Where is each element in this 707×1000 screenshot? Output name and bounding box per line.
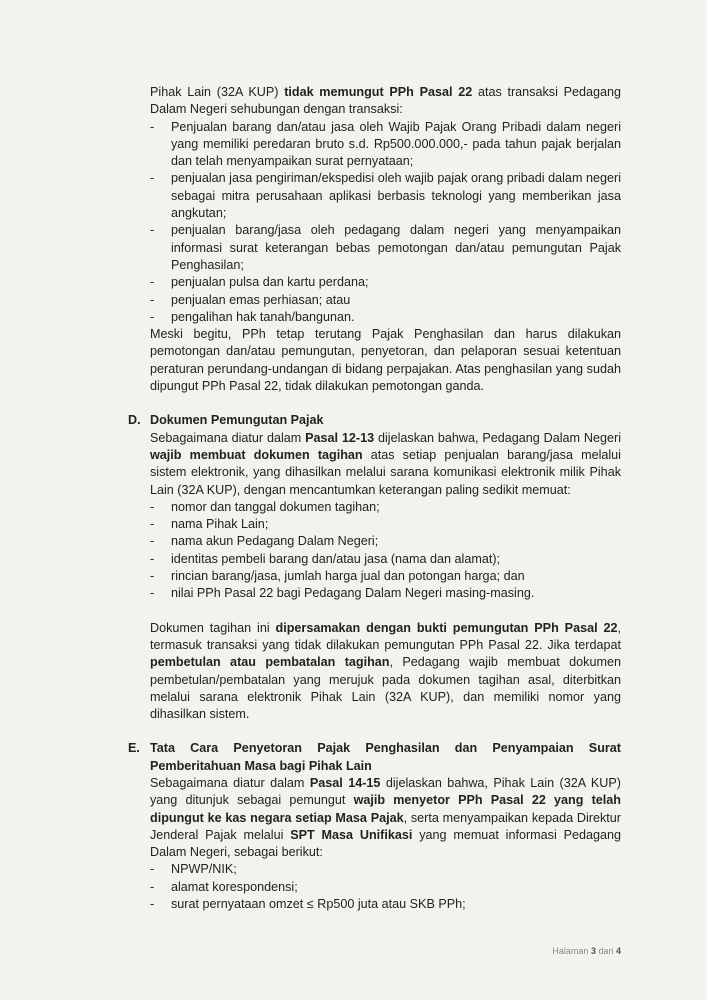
list-item [150,292,621,309]
list-dash: - [150,499,155,514]
list-item-text: nilai PPh Pasal 22 bagi Pedagang Dalam Negeri masing-masing. [171,586,535,601]
list-dash: - [150,586,155,601]
emphasis-text: pembetulan atau pembatalan tagihan [150,655,390,670]
list-item [150,568,621,585]
text-run: yang memuat informasi Pedagang Dalam Negeri, sebagai berikut: [150,827,621,860]
current-page-number: 3 [590,946,596,956]
list-dash: - [150,292,155,307]
list-item-text: surat pernyataan omzet ≤ Rp500 juta atau SKB PPh; [171,897,466,912]
list-item-text: alamat korespondensi; [171,879,298,894]
intro-paragraph [150,84,621,119]
list-item [150,551,621,568]
section-e-letter: E. [128,741,140,756]
page-footer [552,946,621,956]
section-d-paragraph [150,430,621,499]
emphasis-text: wajib membuat dokumen tagihan [150,447,363,462]
list-dash: - [150,551,155,566]
list-dash: - [150,569,155,584]
list-item [150,879,621,896]
section-d-list [150,499,621,603]
emphasis-text: Pasal 14-15 [309,775,381,790]
list-dash: - [150,534,155,549]
list-item [150,585,621,602]
emphasis-text: SPT Masa Unifikasi [290,827,413,842]
text-run: , termasuk transaksi yang tidak dilakukan pemungutan PPh Pasal 22. Jika terdapat [150,620,621,652]
list-item [150,533,621,550]
text-run: , Pedagang wajib membuat dokumen pembetulan/pembatalan yang merujuk pada dokumen tagihan asal, diterbitkan melalui sarana elektronik Pihak Lain (32A KUP), dan memiliki nomor yang dihasilkan sistem. [150,655,621,722]
text-run: Sebagaimana diatur dalam [150,775,310,790]
intro-closing-paragraph: Meski begitu, PPh tetap terutang Pajak Penghasilan dan harus dilakukan pemotongan dan/atau pemungutan, penyetoran, dan pelaporan sesuai ketentuan peraturan perundang-undangan di bidang perpajakan. Atas penghasilan yang sudah dipungut PPh Pasal 22, tidak dilakukan pemotongan ganda. [150,327,621,394]
text-run: , serta menyampaikan kepada Direktur Jenderal Pajak melalui [150,810,621,842]
text-run: Sebagaimana diatur dalam [150,430,306,445]
list-dash: - [150,517,155,532]
list-item-text: pengalihan hak tanah/bangunan. [171,309,355,324]
list-dash: - [150,862,155,877]
list-item-text: nama Pihak Lain; [171,517,269,532]
emphasis-text: wajib menyetor PPh Pasal 22 yang telah dipungut ke kas negara setiap Masa Pajak [150,793,622,825]
list-item-text: penjualan emas perhiasan; atau [171,292,351,307]
list-item [150,170,621,222]
text-run: dijelaskan bahwa, Pihak Lain (32A KUP) yang ditunjuk sebagai pemungut [150,775,621,808]
list-item [150,274,621,291]
list-item [150,896,621,913]
section-d-title: Dokumen Pemungutan Pajak [150,413,324,428]
list-dash: - [150,223,155,238]
text-run: atas setiap penjualan barang/jasa melalui sistem elektronik, yang dihasilkan melalui sarana komunikasi elektronik milik Pihak Lain (32A KUP), dengan mencantumkan keterangan paling sedikit memuat: [150,447,621,497]
list-item [150,222,621,274]
spacer [150,723,621,740]
emphasis-text: dipersamakan dengan bukti pemungutan PPh Pasal 22 [275,620,618,635]
section-d-paragraph-2 [150,620,621,724]
section-e-paragraph [150,775,621,861]
list-item [150,516,621,533]
list-dash: - [150,275,155,290]
spacer [150,603,621,620]
section-e [128,740,622,913]
list-dash: - [150,897,155,912]
list-dash: - [150,119,155,134]
list-dash: - [150,309,155,324]
text-run: dijelaskan bahwa, Pedagang Dalam Negeri [374,430,622,445]
spacer [150,395,621,412]
list-item-text: nama akun Pedagang Dalam Negeri; [171,534,379,549]
page-separator: dari [595,946,616,956]
list-item-text: penjualan barang/jasa oleh pedagang dalam negeri yang menyampaikan informasi surat keterangan bebas pemotongan dan/atau pemungutan Pajak Penghasilan; [171,223,621,272]
section-d [128,412,622,723]
list-item-text: NPWP/NIK; [171,862,237,877]
list-item [150,119,621,171]
list-item-text: nomor dan tanggal dokumen tagihan; [171,499,380,514]
list-item-text: penjualan pulsa dan kartu perdana; [171,275,369,290]
total-page-number: 4 [615,946,621,956]
list-item-text: Penjualan barang dan/atau jasa oleh Wajib Pajak Orang Pribadi dalam negeri yang memiliki peredaran bruto s.d. Rp500.000.000,- pada tahun pajak berjalan dan telah menyampaikan surat pernyataan; [171,119,621,169]
intro-list [150,119,621,327]
list-item-text: penjualan jasa pengiriman/ekspedisi oleh wajib pajak orang pribadi dalam negeri sebagai mitra perusahaan aplikasi berbasis teknologi yang memberikan jasa angkutan; [171,171,621,221]
list-item [150,309,621,326]
list-item [150,499,621,516]
text-run: atas transaksi Pedagang Dalam Negeri sehubungan dengan transaksi: [150,85,622,117]
text-run: Dokumen tagihan ini [150,620,276,635]
page-label: Halaman [552,946,591,956]
section-e-title: Tata Cara Penyetoran Pajak Penghasilan dan Penyampaian Surat Pemberitahuan Masa bagi Pihak Lain [150,741,621,773]
emphasis-text: Pasal 12-13 [305,430,375,445]
list-item-text: rincian barang/jasa, jumlah harga jual dan potongan harga; dan [171,569,525,584]
document-body [128,84,622,913]
section-e-list [150,861,621,913]
list-dash: - [150,879,155,894]
emphasis-text: tidak memungut PPh Pasal 22 [284,85,473,99]
text-run: Pihak Lain (32A KUP) [150,85,285,99]
list-dash: - [150,171,155,186]
section-d-letter: D. [128,413,141,428]
list-item [150,861,621,878]
list-item-text: identitas pembeli barang dan/atau jasa (nama dan alamat); [171,551,501,566]
